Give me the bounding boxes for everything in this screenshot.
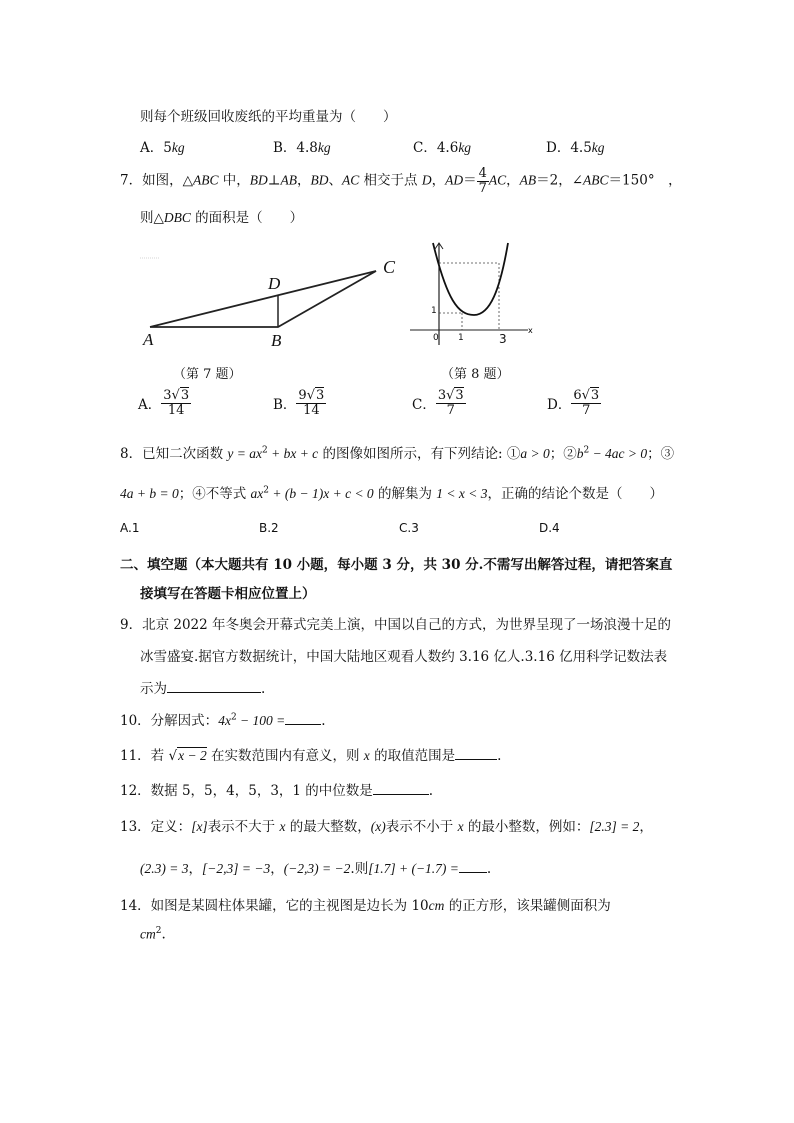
q11: 11．若 √x − 2 在实数范围内有意义，则 x 的取值范围是 . [120, 748, 502, 764]
q13-line2: (2.3) = 3，[−2,3] = −3，(−2,3) = −2.则[1.7] + (−1.7) = . [140, 861, 492, 877]
q12: 12．数据 5，5，4，5，3，1 的中位数是 . [120, 783, 434, 799]
q7-fraction: $\frac{4}{7}$ [478, 166, 487, 196]
q7-line1: 7．如图，△ABC 中，BD⊥AB，BD、AC 相交于点 D，AD＝ $\frac{4}{7}$ AC，AB＝2，∠ABC＝150° ， [120, 166, 682, 196]
q14-line2: $cm^2$. [140, 926, 166, 943]
q9-line1: 9．北京 2022 年冬奥会开幕式完美上演，中国以自己的方式，为世界呈现了一场浪漫十足的 [120, 617, 672, 633]
q9-line3: 示为 . [140, 681, 266, 697]
svg-text:x: x [528, 326, 533, 335]
fig8-tick-3: 3 [499, 332, 507, 346]
q13-line1: 13．定义：[x]表示不大于 x 的最大整数，(x)表示不小于 x 的最小整数，例如：[2.3] = 2， [120, 819, 653, 835]
q8-option-b: B.2 [259, 521, 279, 535]
fig8-tick-1y: 1 [431, 306, 437, 316]
section2-title-line2: 接填写在答题卡相应位置上） [140, 586, 316, 602]
fig8-parabola [433, 243, 508, 315]
q13-answer-blank[interactable] [459, 860, 487, 873]
q6-option-a: A．5kg [140, 140, 185, 156]
q14-line1: 14．如图是某圆柱体果罐，它的主视图是边长为 10cm 的正方形，该果罐侧面积为 [120, 898, 611, 914]
q10-answer-blank[interactable] [285, 712, 321, 725]
q7-option-d: D． $\frac{6√3}{7}$ [547, 388, 600, 418]
q7-option-c: C． $\frac{3√3}{7}$ [412, 388, 464, 418]
q8-option-d: D.4 [539, 521, 560, 535]
fig8-caption: （第 8 题） [441, 367, 510, 382]
q8-line1: 8．已知二次函数 $y = ax^2$ + bx + c 的图像如图所示，有下列结论: ①a > 0；$②b^2 - 4ac > 0$；③ [120, 445, 675, 462]
fig7-caption: （第 7 题） [173, 367, 242, 382]
fig7-label-b: B [271, 331, 282, 350]
fig8-tick-1x: 1 [458, 333, 464, 343]
section2-title-line1: 二、填空题（本大题共有 10 小题，每小题 3 分，共 30 分.不需写出解答过程，请把答案直 [120, 557, 673, 573]
q6-stem: 则每个班级回收废纸的平均重量为（ ） [140, 109, 397, 125]
q7-line2: 则△DBC 的面积是（ ） [140, 210, 304, 226]
q8-line2: 4a + b = 0；④不等式 $ax^2 + (b - 1)x + c < 0$ 的解集为 1 < x < 3，正确的结论个数是（ ） [120, 485, 663, 502]
q6-option-d: D．4.5kg [546, 140, 605, 156]
fig8-tick-0: 0 [433, 333, 439, 343]
q8-option-c: C.3 [399, 521, 419, 535]
q8-option-a: A.1 [120, 521, 140, 535]
q6-option-b: B．4.8kg [273, 140, 331, 156]
q6-option-c: C．4.6kg [413, 140, 472, 156]
fig7-label-d: D [268, 274, 281, 293]
q7-option-a: A． $\frac{3√3}{14}$ [138, 388, 190, 418]
q9-line2: 冰雪盛宴.据官方数据统计，中国大陆地区观看人数约 3.16 亿人.3.16 亿用科学记数法表 [140, 649, 668, 665]
fig7-label-c: C [383, 257, 396, 277]
q11-answer-blank[interactable] [455, 747, 497, 760]
fig7-label-a: A [143, 330, 154, 349]
q12-answer-blank[interactable] [373, 782, 429, 795]
q9-answer-blank[interactable] [167, 680, 261, 693]
q7-option-b: B． $\frac{9√3}{14}$ [273, 388, 325, 418]
q10: 10．分解因式：$4x^2 - 100$ = . [120, 712, 326, 729]
